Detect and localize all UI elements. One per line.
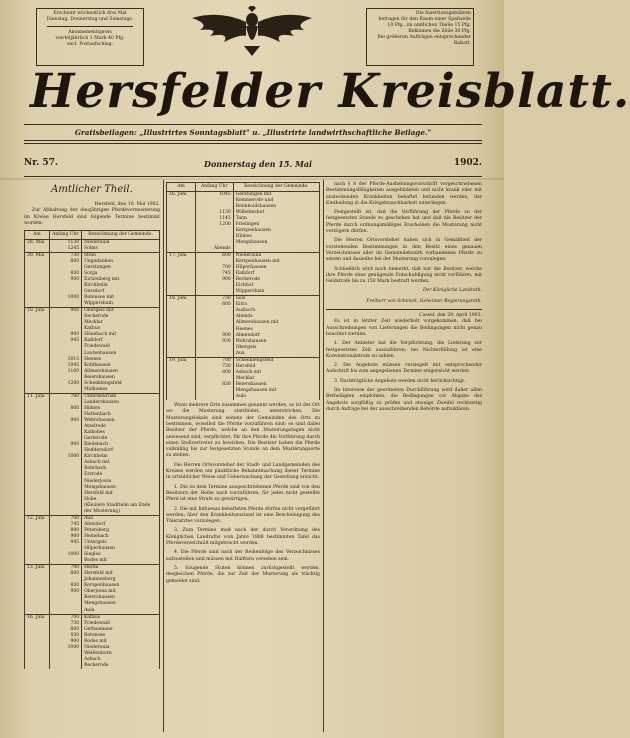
municipality-cell: Kohlhausen bbox=[82, 363, 160, 369]
list-item: 4. Die Pferde sind nach der Reihenfolge des Verzeichnisses aufzustellen und müssen mit Halftern versehen sein. bbox=[166, 550, 320, 562]
time-cell: 900 bbox=[49, 589, 81, 595]
municipality-cell: Beiershausen bbox=[233, 382, 319, 388]
paragraph: Die Herren Ortsvorsteher der Stadt- und Landgemeinden des Kreises werden um pünktliche Bekanntmachung dieser Termine in ortsüblicher Weise und Ueberwachung der Gestellung ersucht. bbox=[166, 462, 320, 481]
municipality-cell: Hersfeld mit bbox=[82, 571, 160, 577]
municipality-cell: Raßdorf bbox=[82, 338, 160, 344]
time-cell: 1200 bbox=[49, 381, 81, 387]
municipality-cell: Frielingen bbox=[233, 222, 319, 228]
municipality-cell: Beiershausen bbox=[82, 595, 160, 601]
municipality-cell: Beiershausen bbox=[82, 375, 160, 381]
municipality-cell: Biedebach bbox=[82, 442, 160, 448]
municipality-cell: Asbach bbox=[82, 657, 160, 663]
municipality-cell: Kerspenhausen bbox=[82, 583, 160, 589]
municipality-cell: Kalkobes bbox=[82, 430, 160, 436]
municipality-cell: Almendorf bbox=[233, 333, 319, 339]
list-item: 3. Nachträgliche Angebote werden nicht berücksichtigt. bbox=[334, 378, 466, 384]
municipality-cell: Aua bbox=[82, 515, 160, 522]
municipality-cell: Weißenborn bbox=[82, 651, 160, 657]
paragraph: Die Herren Ortsvorsteher haben sich in Gemäßheit der vorstehenden Bestimmungen in den Besitz eines genauen Verzeichnisses aller im Gemeindebezirk vorhandenen Pferde zu setzen und dasselbe bei der Musterung vorzulegen. bbox=[326, 238, 482, 263]
date-cell: 12. Juni bbox=[25, 515, 50, 522]
municipality-cell: Hönebach mit bbox=[82, 332, 160, 338]
municipality-cell: Stein bbox=[82, 252, 160, 259]
time-cell: 900 bbox=[49, 277, 81, 283]
time-cell: 1200 bbox=[195, 222, 233, 228]
time-cell: 1245 bbox=[49, 246, 81, 253]
subscription-line: excl. Postaufschlag. bbox=[66, 42, 114, 47]
time-cell: 730 bbox=[49, 252, 81, 259]
col-header-municipality: Bezeichnung der Gemeinde. bbox=[82, 231, 160, 240]
issue-number: Nr. 57. bbox=[24, 158, 59, 168]
time-cell bbox=[49, 663, 81, 669]
time-cell: 1045 bbox=[49, 363, 81, 369]
time-cell: 900 bbox=[49, 534, 81, 540]
municipality-cell: Herda bbox=[82, 565, 160, 572]
paragraph: Festgestellt ist, daß die Vorführung der Pferde zu der festgesetzten Stunde zu geschehen hat und daß die Besitzer der Pferde durch ordnungsmäßiges Erscheinen die Musterung nicht verzögern dürfen. bbox=[326, 210, 482, 235]
municipality-cell: Hohe bbox=[82, 497, 160, 503]
municipality-cell: Hilperhausen bbox=[82, 546, 160, 552]
time-cell: 900 bbox=[49, 442, 81, 448]
paragraph: Wenn mehrere Orte zusammen genannt werden, so ist der Ort wo die Musterung stattfindet, unterstrichen. Die Musterungslokale sind seitens der Gemeinden des Orts zu bestimmen, woselbst die Pferde vorzuführen sind; es sind dabei Besitzer der Pferde, welche an den Musterungstagen nicht anwesend sind, verpflichtet, für ihre Pferde die Vorführung durch einen Stellvertreter zu bewirken. Die Besitzer haben die Pferde vollzählig bis zur festgesetzten Stunde an dem Musterungsorte zu stellen. bbox=[166, 403, 320, 459]
signature-title: Der Königliche Landrath. bbox=[422, 288, 482, 294]
fee-line: Bei größeren Aufträgen entsprechender bbox=[377, 35, 471, 40]
municipality-cell: Friedewald bbox=[82, 621, 160, 627]
col-header-time: Anfang Uhr bbox=[195, 183, 233, 192]
time-cell: 830 bbox=[49, 633, 81, 639]
time-cell: 745 bbox=[195, 271, 233, 277]
time-cell: 745 bbox=[49, 522, 81, 528]
municipality-cell: Obergeis mit bbox=[82, 308, 160, 315]
notice-intro: Zur Abhaltung der diesjährigen Pferdevormusterung im Kreise Hersfeld sind folgende Termine bestimmt worden: bbox=[24, 208, 160, 226]
paragraph: Es ist in letzter Zeit wiederholt vorgekommen, daß bei Ausschreibungen von Lieferungen die Bedingungen nicht genau beachtet werden. bbox=[326, 319, 482, 337]
time-cell: 600 bbox=[195, 252, 233, 259]
date-cell: 28. Mai bbox=[25, 239, 50, 246]
municipality-cell: Niederaula bbox=[233, 252, 319, 259]
municipality-cell: Allendorf bbox=[82, 522, 160, 528]
fee-line: 10 Pfg., im amtlichen Theile 15 Pfg. bbox=[387, 23, 471, 28]
schedule-body bbox=[25, 239, 160, 669]
time-cell: 830 bbox=[49, 583, 81, 589]
list-item: 1. Der Anbieter hat die Verpflichtung, die Lieferung zur festgesetzten Zeit auszuführen; bei Nichterfüllung ist eine Konventionalstrafe zu zahlen. bbox=[326, 341, 482, 359]
municipality-cell: Asbach mit bbox=[82, 460, 160, 466]
municipality-cell: Hattenbach bbox=[82, 412, 160, 418]
time-cell: Abends bbox=[195, 246, 233, 253]
municipality-cell: Atzelrode bbox=[82, 424, 160, 430]
municipality-cell: Eitra bbox=[233, 302, 319, 308]
municipality-cell: Kemmerode und bbox=[233, 198, 319, 204]
time-cell: 1000 bbox=[49, 645, 81, 651]
municipality-cell: Reckerode bbox=[233, 277, 319, 283]
municipality-cell: Reimboldshausen bbox=[233, 204, 319, 210]
municipality-cell: Malkomes bbox=[82, 387, 160, 394]
municipality-cell: Niederaula bbox=[82, 645, 160, 651]
list-item: 2. Die Angebote müssen versiegelt mit entsprechender Aufschrift bis zum angegebenen Termine eingereicht werden. bbox=[326, 363, 482, 375]
municipality-cell: Mengshausen bbox=[233, 240, 319, 246]
municipality-cell: Wippershain bbox=[82, 301, 160, 308]
time-cell: 700 bbox=[49, 515, 81, 522]
subscription-line: Abonnementspreis bbox=[68, 30, 112, 35]
municipality-cell: Niederaula bbox=[82, 239, 160, 246]
fee-line: Rabatt. bbox=[453, 41, 471, 46]
date-cell: 10. Juni bbox=[25, 308, 50, 315]
municipality-cell: Reckerode bbox=[82, 314, 160, 320]
municipality-cell: Gethsemane bbox=[82, 627, 160, 633]
time-cell: 700 bbox=[195, 357, 233, 364]
municipality-cell: Kirchheim bbox=[82, 454, 160, 460]
list-item: 5. Säugende Stuten können zurückgestellt werden, desgleichen Pferde, die zur Zeit der Musterung als trächtig gemeldet sind. bbox=[166, 565, 320, 584]
fee-line: betragen für den Raum einer Spaltzeile bbox=[378, 17, 471, 22]
issue-date: Donnerstag den 15. Mai bbox=[204, 159, 313, 169]
time-cell: 800 bbox=[195, 302, 233, 308]
municipality-cell: Gerstungen bbox=[82, 265, 160, 271]
municipality-cell: Hilmes bbox=[233, 234, 319, 240]
municipality-cell: Heinebach bbox=[82, 534, 160, 540]
time-cell: 830 bbox=[195, 382, 233, 388]
time-cell: 900 bbox=[195, 333, 233, 339]
municipality-cell: der Musterung) bbox=[82, 509, 160, 516]
date-cell bbox=[25, 663, 50, 669]
municipality-cell: Aula bbox=[82, 608, 160, 615]
date-cell: 16. Juni bbox=[25, 614, 50, 621]
municipality-cell: Johannesberg bbox=[82, 577, 160, 583]
municipality-cell: Hilperhausen bbox=[233, 265, 319, 271]
time-cell: 800 bbox=[49, 259, 81, 265]
municipality-cell: Bodes mit bbox=[82, 639, 160, 645]
municipality-cell: Untergeis bbox=[82, 540, 160, 546]
municipality-cell: Mengshausen bbox=[82, 485, 160, 491]
municipality-cell: Sorga bbox=[82, 271, 160, 277]
notice-dateline: Hersfeld, den 10. Mai 1902. bbox=[94, 202, 160, 207]
time-cell: 900 bbox=[49, 308, 81, 315]
municipality-cell: Wehrshausen bbox=[233, 339, 319, 345]
time-cell: 900 bbox=[49, 418, 81, 424]
time-cell: 1000 bbox=[49, 552, 81, 558]
municipality-cell: Rohrbach bbox=[82, 466, 160, 472]
time-cell: 900 bbox=[49, 332, 81, 338]
eagle-crest-icon bbox=[190, 6, 314, 56]
time-cell: 800 bbox=[49, 571, 81, 577]
municipality-cell: Solms bbox=[82, 246, 160, 253]
municipality-cell: Mecklar bbox=[82, 320, 160, 326]
newspaper-title: Hersfelder Kreisblatt. bbox=[30, 64, 630, 119]
date-cell: 18. Juni bbox=[167, 296, 196, 303]
time-cell: 800 bbox=[195, 370, 233, 376]
signature-name: Freiherr von Schenck, Geheimer Regierungsrath. bbox=[366, 298, 482, 304]
time-cell: 1100 bbox=[49, 369, 81, 375]
time-cell: 1045 bbox=[195, 191, 233, 198]
municipality-cell: Tann bbox=[233, 216, 319, 222]
list-item: 2. Die mit Influenza behafteten Pferde dürfen nicht vorgeführt werden; über den Krankheitszustand ist eine Bescheinigung des Thierarztes vorzulegen. bbox=[166, 506, 320, 525]
municipality-cell: Hersfeld bbox=[233, 364, 319, 370]
municipality-cell: Eichhof bbox=[233, 283, 319, 289]
time-cell: 800 bbox=[49, 627, 81, 633]
masthead bbox=[0, 0, 630, 152]
subscription-line: vierteljährlich 1 Mark 40 Pfg. bbox=[55, 36, 125, 41]
list-item: 1. Die zu dem Termine ausgeschriebenen Pferde sind von den Besitzern der Reihe nach vorzuführen; für jedes nicht gestellte Pferd ist eine Strafe zu gewärtigen. bbox=[166, 484, 320, 503]
fee-line: Reklamen die Zeile 30 Pfg. bbox=[408, 29, 471, 34]
municipality-cell: Unterneurode bbox=[82, 393, 160, 400]
municipality-cell: Wippershain bbox=[233, 289, 319, 296]
municipality-cell: Raßdorf bbox=[233, 271, 319, 277]
municipality-cell: Petersberg bbox=[82, 528, 160, 534]
municipality-cell: Schenklengsfeld bbox=[233, 357, 319, 364]
municipality-cell: Allmershausen bbox=[82, 369, 160, 375]
schedule-body bbox=[167, 191, 320, 400]
issue-dateline bbox=[24, 158, 482, 172]
municipality-cell: Abends bbox=[233, 314, 319, 320]
time-cell: 900 bbox=[195, 277, 233, 283]
municipality-cell: Lautenhausen bbox=[82, 351, 160, 357]
list-item: 3. Zum Termine muß nach der durch Verordnung des Königlichen Landraths vom Jahre 1888 bestimmten Tafel das Pferdeverzeichniß mitgebracht werden. bbox=[166, 528, 320, 547]
time-cell: 700 bbox=[49, 565, 81, 572]
issue-year: 1902. bbox=[453, 158, 482, 168]
municipality-cell: Kathus bbox=[82, 614, 160, 621]
municipality-cell: Gersdorf bbox=[82, 289, 160, 295]
time-cell: 1145 bbox=[195, 216, 233, 222]
municipality-cell: Ausbach bbox=[233, 308, 319, 314]
municipality-cell: Landershausen bbox=[82, 400, 160, 406]
column-schedule-continued bbox=[166, 182, 320, 732]
time-cell: 930 bbox=[195, 339, 233, 345]
col-header-time: Anfang Uhr bbox=[49, 231, 81, 240]
municipality-cell: Kerspenhausen mit bbox=[233, 259, 319, 265]
municipality-cell: Heenes bbox=[82, 357, 160, 363]
column-regulations bbox=[326, 182, 482, 732]
municipality-cell: Wilhelmshof bbox=[233, 210, 319, 216]
municipality-cell: Sieglos bbox=[82, 552, 160, 558]
col-header-municipality: Bezeichnung der Gemeinde. bbox=[233, 183, 319, 192]
supplements-line: Gratisbeilagen: „Illustrirtes Sonntagsblatt" u. „Illustrirte landwirthschaftliche Beilage." bbox=[74, 128, 432, 137]
municipality-cell: Heddersdorf bbox=[82, 448, 160, 454]
time-cell: 900 bbox=[49, 639, 81, 645]
paragraph: Im Interesse der geordneten Durchführung wird daher allen Betheiligten empfohlen, die Bedingungen vor Abgabe des Angebots sorgfältig zu prüfen und etwaige Zweifel rechtzeitig durch Anfrage bei der ausschreibenden Behörde aufzuklären. bbox=[326, 388, 482, 412]
municipality-cell: Aula bbox=[233, 394, 319, 400]
paragraph: nach § 8 der Pferde-Aushebungsvorschrift vorgeschriebenen Bestimmungsfähigkeiten ausgebildeten und nicht krank oder mit ansteckenden Krankheiten behaftet befunden werden, der Eintheilung in die Kriegsbrauchbarkeit unterliegen. bbox=[326, 182, 482, 206]
subscription-box bbox=[36, 8, 144, 66]
municipality-cell: Gerterode bbox=[82, 436, 160, 442]
col-header-date: Am bbox=[167, 183, 196, 192]
section-heading: Amtlicher Theil. bbox=[51, 184, 133, 195]
municipality-cell: Mengshausen bbox=[82, 601, 160, 607]
date-cell: 11. Juni bbox=[25, 393, 50, 400]
date-cell: 19. Juni bbox=[167, 357, 196, 364]
municipality-cell: (Kleinere Stadtteile am Ende bbox=[82, 503, 160, 509]
municipality-cell: Rotensee bbox=[82, 633, 160, 639]
date-cell: 16. Juni bbox=[167, 191, 196, 198]
municipality-cell: Kirchheim bbox=[82, 283, 160, 289]
fee-line: Die Insertionsgebühren bbox=[415, 11, 471, 16]
time-cell: 1130 bbox=[195, 210, 233, 216]
date-cell: 13. Juni bbox=[25, 565, 50, 572]
municipality-cell: Kathus bbox=[82, 326, 160, 332]
municipality-cell: Wehrshausen bbox=[82, 418, 160, 424]
municipality-cell: Eichenberg mit bbox=[82, 277, 160, 283]
time-cell: 730 bbox=[195, 296, 233, 303]
municipality-cell: Mecklar bbox=[233, 376, 319, 382]
municipality-cell: Oberjossa mit bbox=[82, 589, 160, 595]
municipality-cell: Friedewald bbox=[82, 344, 160, 350]
muster-schedule-table-continued bbox=[166, 182, 320, 400]
subscription-line: Dienstag, Donnerstag und Samstags. bbox=[46, 17, 134, 22]
time-cell: 945 bbox=[49, 540, 81, 546]
municipality-cell: Solz bbox=[233, 296, 319, 303]
municipality-cell: Hilmes bbox=[82, 406, 160, 412]
municipality-cell: Aua bbox=[233, 351, 319, 358]
municipality-cell: Hersfeld mit bbox=[82, 491, 160, 497]
time-cell: 1000 bbox=[49, 295, 81, 301]
municipality-cell: Reckerode bbox=[82, 663, 160, 669]
notice-dateline: Cassel, den 29. April 1902. bbox=[419, 313, 482, 319]
time-cell: 700 bbox=[49, 614, 81, 621]
municipality-cell: Ungedanken bbox=[82, 259, 160, 265]
col-header-date: Am bbox=[25, 231, 50, 240]
municipality-cell: Mengshausen mit bbox=[233, 388, 319, 394]
municipality-cell: Gerstungen mit bbox=[233, 191, 319, 198]
column-official-part bbox=[24, 182, 160, 732]
time-cell: 945 bbox=[49, 338, 81, 344]
municipality-cell: Niederjossa bbox=[82, 479, 160, 485]
time-cell: 700 bbox=[49, 393, 81, 400]
time-cell: 730 bbox=[49, 621, 81, 627]
time-cell: 800 bbox=[49, 406, 81, 412]
time-cell: 800 bbox=[49, 528, 81, 534]
municipality-cell: Heenes bbox=[233, 327, 319, 333]
time-cell: 1000 bbox=[49, 454, 81, 460]
municipality-cell: Bodes mit bbox=[82, 558, 160, 565]
municipality-cell: Kerspenhausen bbox=[233, 228, 319, 234]
municipality-cell: Obergeis bbox=[233, 345, 319, 351]
municipality-cell: Ersrode bbox=[82, 472, 160, 478]
paragraph: Schließlich wird noch bemerkt, daß nur die Besitzer, welche ihre Pferde ohne genügende Entschuldigung nicht vorführen, mit Geldstrafe bis zu 150 Mark bestraft werden. bbox=[326, 266, 482, 285]
municipality-cell: Asbach mit bbox=[233, 370, 319, 376]
time-cell: 1130 bbox=[49, 239, 81, 246]
municipality-cell: Schenklengsfeld bbox=[82, 381, 160, 387]
municipality-cell: Allmershausen mit bbox=[233, 320, 319, 326]
municipality-cell: Rotensee mit bbox=[82, 295, 160, 301]
table-row bbox=[25, 663, 160, 669]
date-cell: 30. Mai bbox=[25, 252, 50, 259]
muster-schedule-table bbox=[24, 230, 160, 669]
time-cell: 730 bbox=[195, 364, 233, 370]
time-cell: 830 bbox=[49, 271, 81, 277]
time-cell: 700 bbox=[195, 265, 233, 271]
date-cell: 17. Juni bbox=[167, 252, 196, 259]
subscription-line: Erscheint wöchentlich drei Mal bbox=[53, 11, 127, 16]
insertion-fees-box bbox=[366, 8, 474, 66]
time-cell: 1015 bbox=[49, 357, 81, 363]
